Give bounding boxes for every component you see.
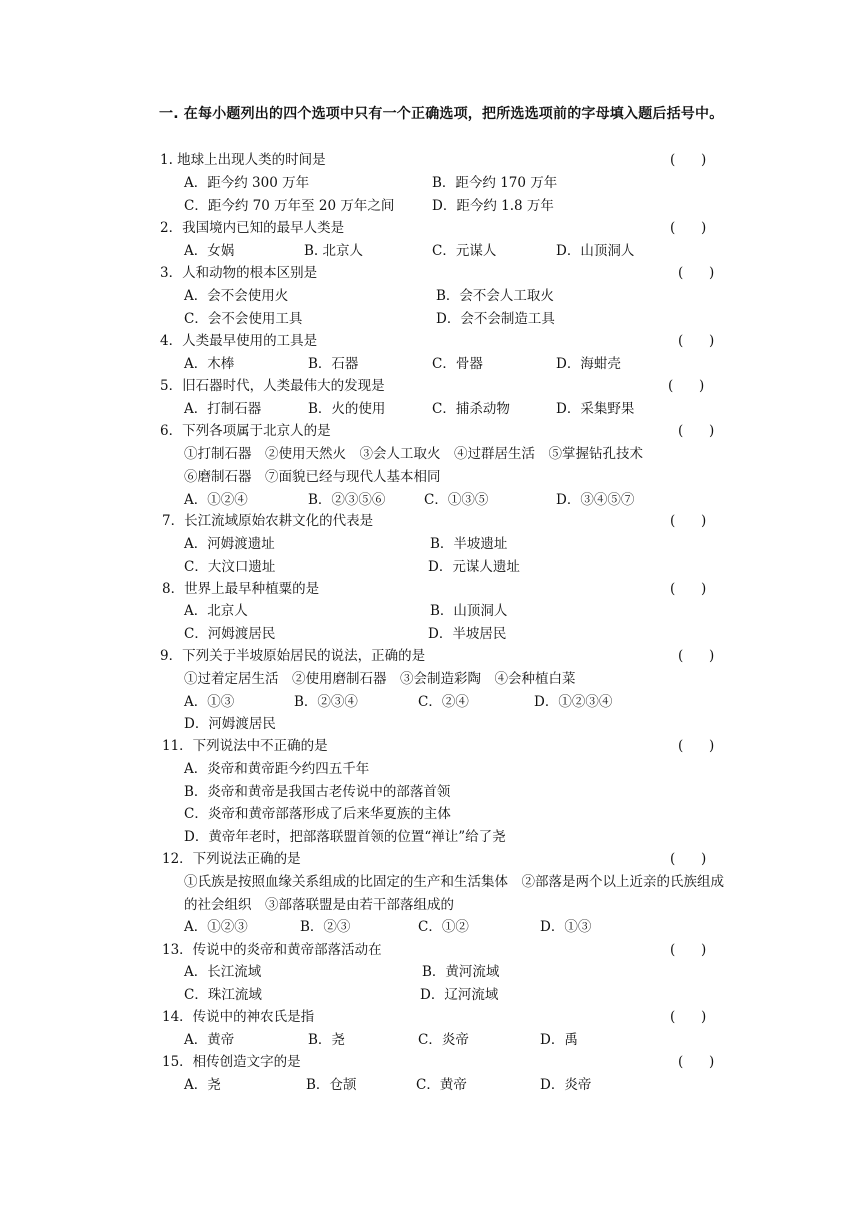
answer-bracket: ( ) bbox=[678, 738, 715, 754]
question-stem: 3．人和动物的根本区别是 bbox=[160, 265, 318, 281]
option-a: A．长江流域 bbox=[184, 964, 262, 980]
question-stem: 6．下列各项属于北京人的是 bbox=[160, 423, 331, 439]
option-b: B．半坡遗址 bbox=[430, 536, 508, 552]
question-stem: 11．下列说法中不正确的是 bbox=[162, 738, 328, 754]
answer-bracket: ( ) bbox=[678, 333, 715, 349]
option-d: D．元谋人遗址 bbox=[428, 559, 520, 575]
option-d: D．半坡居民 bbox=[428, 626, 507, 642]
answer-bracket: ( ) bbox=[670, 152, 707, 168]
option-a: A．①②③ bbox=[184, 919, 248, 935]
option-d: D．采集野果 bbox=[556, 401, 635, 417]
option-c: C．大汶口遗址 bbox=[184, 559, 276, 575]
option-b: B．火的使用 bbox=[308, 401, 386, 417]
option-d: D．①③ bbox=[540, 919, 592, 935]
option-c: C．①③⑤ bbox=[424, 492, 489, 508]
option-a: A．女娲 bbox=[184, 243, 235, 259]
answer-bracket: ( ) bbox=[670, 513, 707, 529]
option-b: B．仓颉 bbox=[306, 1077, 357, 1093]
question-stem: 9．下列关于半坡原始居民的说法，正确的是 bbox=[160, 648, 426, 664]
option-b: B．②③ bbox=[300, 919, 351, 935]
option-a: A．打制石器 bbox=[184, 401, 262, 417]
option-b: B．会不会人工取火 bbox=[436, 288, 554, 304]
answer-bracket: ( ) bbox=[670, 581, 707, 597]
option-a: A．木棒 bbox=[184, 356, 235, 372]
option-a: A．河姆渡遗址 bbox=[184, 536, 275, 552]
option-c: C．②④ bbox=[418, 694, 469, 710]
option-d: D．③④⑤⑦ bbox=[556, 492, 635, 508]
statement-list: ⑥磨制石器 ⑦面貌已经与现代人基本相同 bbox=[184, 469, 441, 485]
option-d: D．炎帝 bbox=[540, 1077, 592, 1093]
option-c: C．元谋人 bbox=[432, 243, 497, 259]
question-stem: 2．我国境内已知的最早人类是 bbox=[160, 220, 345, 236]
option-a: A．炎帝和黄帝距今约四五千年 bbox=[184, 761, 370, 777]
option-d: D．黄帝年老时，把部落联盟首领的位置“禅让”给了尧 bbox=[184, 829, 506, 845]
question-stem: 13．传说中的炎帝和黄帝部落活动在 bbox=[162, 942, 382, 958]
option-c: C．距今约 70 万年至 20 万年之间 bbox=[184, 198, 395, 214]
question-stem: 12．下列说法正确的是 bbox=[162, 851, 301, 867]
answer-bracket: ( ) bbox=[678, 648, 715, 664]
question-stem: 7．长江流域原始农耕文化的代表是 bbox=[162, 513, 374, 529]
option-b: B．距今约 170 万年 bbox=[432, 175, 558, 191]
question-stem: 1. 地球上出现人类的时间是 bbox=[160, 152, 326, 168]
option-b: B．炎帝和黄帝是我国古老传说中的部落首领 bbox=[184, 784, 451, 800]
option-b: B．石器 bbox=[308, 356, 359, 372]
question-stem: 4．人类最早使用的工具是 bbox=[160, 333, 318, 349]
option-d: D．辽河流域 bbox=[420, 987, 499, 1003]
answer-bracket: ( ) bbox=[670, 942, 707, 958]
option-b: B．山顶洞人 bbox=[430, 603, 508, 619]
option-c: C．会不会使用工具 bbox=[184, 311, 303, 327]
question-stem: 8．世界上最早种植粟的是 bbox=[162, 581, 320, 597]
answer-bracket: ( ) bbox=[678, 265, 715, 281]
option-d: D．禹 bbox=[540, 1032, 578, 1048]
answer-bracket: ( ) bbox=[678, 423, 715, 439]
option-a: A．黄帝 bbox=[184, 1032, 235, 1048]
answer-bracket: ( ) bbox=[678, 1054, 715, 1070]
question-stem: 14．传说中的神农氏是指 bbox=[162, 1009, 315, 1025]
answer-bracket: ( ) bbox=[670, 851, 707, 867]
statement-list: ①过着定居生活 ②使用磨制石器 ③会制造彩陶 ④会种植白菜 bbox=[184, 671, 576, 687]
option-a: A．①②④ bbox=[184, 492, 248, 508]
statement-list: ①打制石器 ②使用天然火 ③会人工取火 ④过群居生活 ⑤掌握钻孔技术 bbox=[184, 446, 643, 462]
option-c: C．黄帝 bbox=[416, 1077, 467, 1093]
option-b: B．尧 bbox=[308, 1032, 345, 1048]
section-heading: 一. 在每小题列出的四个选项中只有一个正确选项，把所选选项前的字母填入题后括号中。 bbox=[159, 106, 724, 122]
option-a: A．会不会使用火 bbox=[184, 288, 289, 304]
option-c: C．河姆渡居民 bbox=[184, 626, 276, 642]
answer-bracket: ( ) bbox=[670, 1009, 707, 1025]
option-c: C．珠江流域 bbox=[184, 987, 262, 1003]
statement-paragraph: ①氏族是按照血缘关系组成的比固定的生产和生活集体 ②部落是两个以上近亲的氏族组成的社会组织 ③部落联盟是由若干部落组成的 bbox=[184, 874, 724, 913]
option-d: D．会不会制造工具 bbox=[436, 311, 555, 327]
option-c: C．捕杀动物 bbox=[432, 401, 510, 417]
option-b: B．②③④ bbox=[294, 694, 358, 710]
option-d: D．山顶洞人 bbox=[556, 243, 635, 259]
option-b: B. 北京人 bbox=[304, 243, 364, 259]
option-c: C．①② bbox=[418, 919, 469, 935]
option-a: A．北京人 bbox=[184, 603, 248, 619]
option-d: D．海蚶壳 bbox=[556, 356, 621, 372]
option-d: D．①②③④ bbox=[534, 694, 613, 710]
stray-option: D．河姆渡居民 bbox=[184, 716, 276, 732]
option-c: C．骨器 bbox=[432, 356, 483, 372]
option-c: C．炎帝和黄帝部落形成了后来华夏族的主体 bbox=[184, 806, 451, 822]
option-a: A．①③ bbox=[184, 694, 235, 710]
option-a: A．距今约 300 万年 bbox=[184, 175, 310, 191]
option-b: B．②③⑤⑥ bbox=[308, 492, 386, 508]
option-d: D．距今约 1.8 万年 bbox=[432, 198, 554, 214]
question-stem: 15．相传创造文字的是 bbox=[162, 1054, 301, 1070]
option-c: C．炎帝 bbox=[418, 1032, 469, 1048]
answer-bracket: ( ) bbox=[668, 378, 705, 394]
option-b: B．黄河流域 bbox=[422, 964, 500, 980]
option-a: A．尧 bbox=[184, 1077, 221, 1093]
answer-bracket: ( ) bbox=[670, 220, 707, 236]
question-stem: 5．旧石器时代，人类最伟大的发现是 bbox=[160, 378, 385, 394]
